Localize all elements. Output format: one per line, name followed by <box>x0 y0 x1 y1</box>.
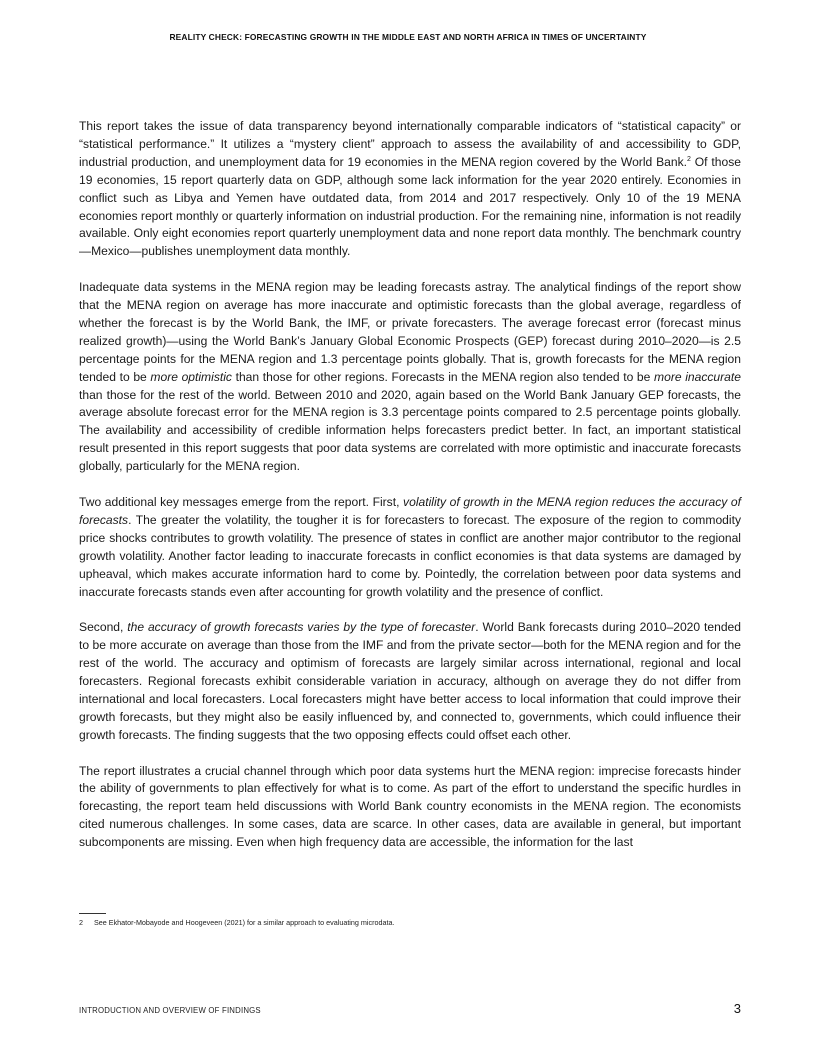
paragraph-forecaster-type <box>79 619 741 744</box>
paragraph-text: . The greater the volatility, the tougher it is for forecasters to forecast. The exposure of the region to commodity price shocks contributes to growth volatility. The presence of states in conflict are another major contributor to the regional growth volatility. Another factor leading to inaccurate forecasts in conflict economies is that data systems are damaged by upheaval, which makes accurate information hard to come by. Pointedly, the correlation between poor data systems and inaccurate forecasts stands even after accounting for growth volatility and the presence of conflict. <box>79 512 741 599</box>
emphasis-text: more optimistic <box>150 369 232 384</box>
emphasis-text: more inaccurate <box>654 369 741 384</box>
paragraph-crucial-channel <box>79 763 741 853</box>
emphasis-text: the accuracy of growth forecasts varies by the type of forecaster <box>127 620 476 635</box>
running-footer: INTRODUCTION AND OVERVIEW OF FINDINGS <box>79 1006 261 1015</box>
emphasis-text: volatility of growth in the MENA region reduces the accuracy of forecasts <box>79 495 741 527</box>
paragraph-text: Two additional key messages emerge from the report. First, <box>79 495 404 509</box>
paragraph-text: The report illustrates a crucial channel through which poor data systems hurt the MENA region: imprecise forecasts hinder the ability of governments to plan effectively for what is to come. As part of the effort to understand the specific hurdles in forecasting, the report team held discussions with World Bank country economists in the MENA region. The economists cited numerous challenges. In some cases, data are scarce. In other cases, data are available in general, but important subcomponents are missing. Even when high frequency data are accessible, the information for the last <box>79 763 741 850</box>
footnote <box>79 918 741 928</box>
paragraph-text: than those for the rest of the world. Between 2010 and 2020, again based on the World Bank January GEP forecasts, the average absolute forecast error for the MENA region is 3.3 percentage points compared to 2.5 percentage points globally. The availability and accessibility of credible information helps forecasters predict better. In fact, an important statistical result presented in this report suggests that poor data systems are correlated with more optimistic and inaccurate forecasts globally, particularly for the MENA region. <box>79 387 741 474</box>
paragraph-volatility <box>79 494 741 601</box>
footnote-reference[interactable]: 2 <box>687 155 691 163</box>
paragraph-text: Inadequate data systems in the MENA region may be leading forecasts astray. The analytical findings of the report show that the MENA region on average has more inaccurate and optimistic forecasts than the global average, regardless of whether the forecast is by the World Bank, the IMF, or private forecasters. The average forecast error (forecast minus realized growth)—using the World Bank’s January Global Economic Prospects (GEP) forecast during 2010–2020—is 2.5 percentage points for the MENA region and 1.3 percentage points globally. That is, growth forecasts for the MENA region tended to be <box>79 280 741 384</box>
paragraph-text: This report takes the issue of data transparency beyond internationally comparable indicators of “statistical capacity” or “statistical performance.” It utilizes a “mystery client” approach to assess the availability of and accessibility to GDP, industrial production, and unemployment data for 19 economies in the MENA region covered by the World Bank. <box>79 119 741 169</box>
footnote-text: See Ekhator-Mobayode and Hoogeveen (2021) for a similar approach to evaluating microdata. <box>94 918 395 927</box>
paragraph-text: than those for other regions. Forecasts in the MENA region also tended to be <box>231 369 655 384</box>
page-number: 3 <box>733 1001 741 1016</box>
footnote-number: 2 <box>79 918 83 927</box>
paragraph-inadequate-data-systems <box>79 279 741 476</box>
running-header: REALITY CHECK: FORECASTING GROWTH IN THE MIDDLE EAST AND NORTH AFRICA IN TIMES OF UNCERTAINTY <box>169 32 647 42</box>
footnote-divider <box>79 913 106 914</box>
paragraph-text: Second, <box>79 620 128 635</box>
paragraph-text: Of those 19 economies, 15 report quarterly data on GDP, although some lack information for the year 2020 entirely. Economies in conflict such as Libya and Yemen have outdated data, from 2014 and 2017 respectively. Only 10 of the 19 MENA economies report monthly or quarterly information on industrial production. For the remaining nine, information is not readily available. Only eight economies report quarterly unemployment data and none report data monthly. The benchmark country—Mexico—publishes unemployment data monthly. <box>79 154 741 259</box>
body-text <box>79 118 741 870</box>
paragraph-data-transparency <box>79 118 741 261</box>
paragraph-text: . World Bank forecasts during 2010–2020 tended to be more accurate on average than those from the IMF and from the private sector—both for the MENA region and for the rest of the world. The accuracy and optimism of forecasts are largely similar across international, regional and local forecasters. Regional forecasts exhibit considerable variation in accuracy, although on average they do not differ from international and local forecasters. Local forecasters might have better access to local information that could improve their growth forecasts, but they might also be easily influenced by, and connected to, governments, which could influence their growth forecasts. The finding suggests that the two opposing effects could offset each other. <box>79 620 741 742</box>
